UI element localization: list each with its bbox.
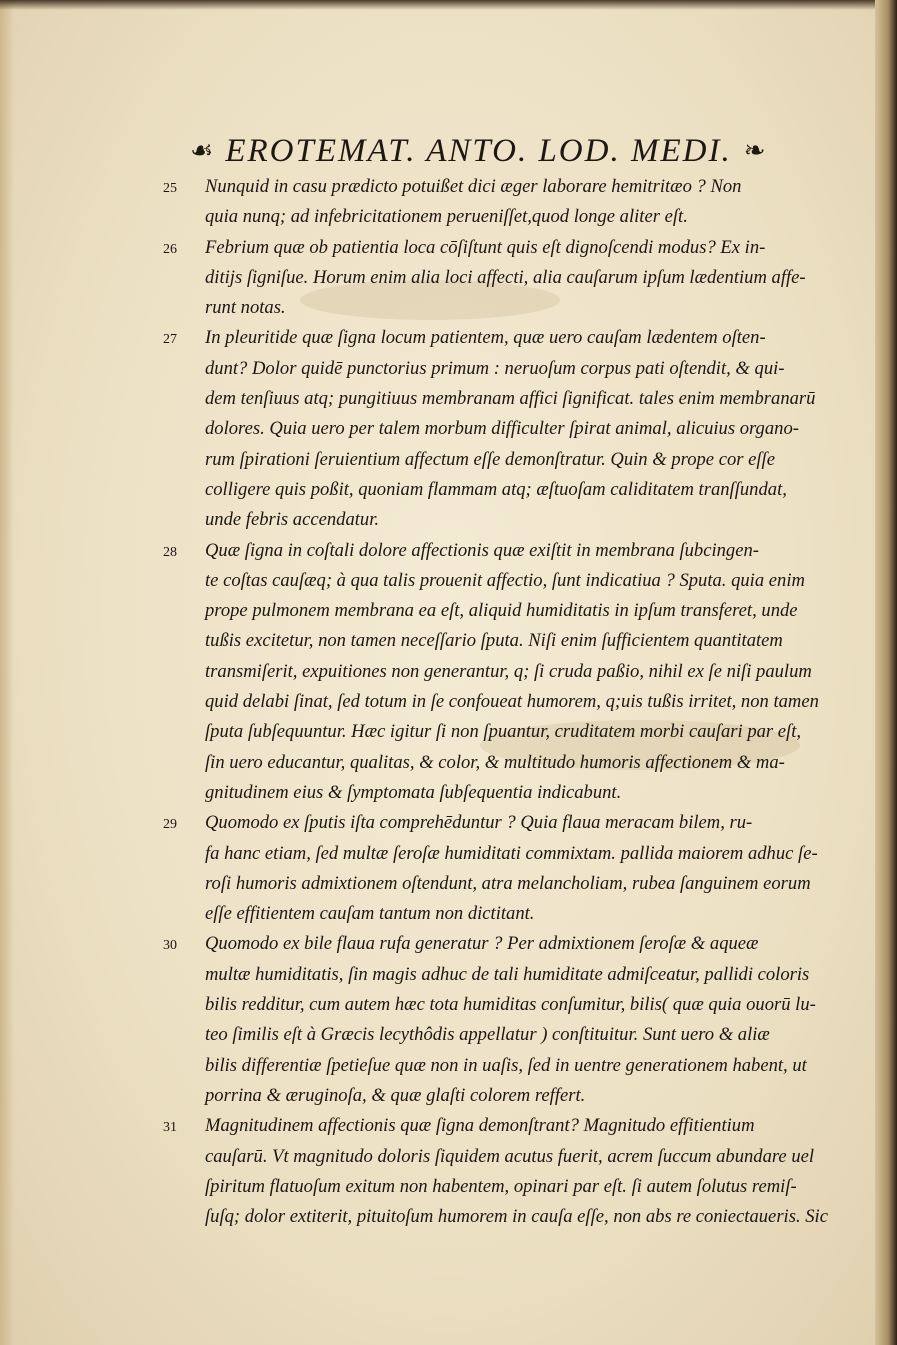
text-line [163, 808, 843, 838]
line-text: In pleuritide quæ ſigna locum patientem, quæ uero cauſam lædentem oſten- [205, 327, 766, 349]
line-text: ſuſq; dolor extiterit, pituitoſum humorem in cauſa eſſe, non abs re coniectaueris. Sic [205, 1206, 828, 1228]
line-text: dunt? Dolor quidē punctorius primum : neruoſum corpus pati oſtendit, & qui- [205, 357, 785, 379]
body-text [163, 172, 843, 1232]
text-line [163, 626, 843, 656]
line-text: Quæ ſigna in coſtali dolore affectionis quæ exiſtit in membrana ſubcingen- [205, 539, 759, 561]
text-line [163, 1202, 843, 1232]
line-text: gnitudinem eius & ſymptomata ſubſequentia indicabunt. [205, 781, 622, 803]
question-number: 28 [163, 544, 177, 560]
text-line [163, 839, 843, 869]
text-line [163, 384, 843, 414]
text-line [163, 1172, 843, 1202]
text-line [163, 536, 843, 566]
text-line [163, 657, 843, 687]
page-top-edge [0, 0, 897, 10]
line-text: Febrium quæ ob patientia loca cōſiſtunt quis eſt dignoſcendi modus? Ex in- [205, 236, 766, 258]
text-line [163, 778, 843, 808]
line-text: roſi humoris admixtionem oſtendunt, atra melancholiam, rubea ſanguinem eorum [205, 872, 811, 894]
text-line [163, 596, 843, 626]
question-number: 27 [163, 332, 177, 348]
line-text: colligere quis poßit, quoniam flammam atq; æſtuoſam caliditatem tranſſundat, [205, 478, 787, 500]
line-text: cauſarū. Vt magnitudo doloris ſiquidem acutus fuerit, acrem ſuccum abundare uel [205, 1145, 815, 1167]
line-text: ſputa ſubſequuntur. Hæc igitur ſi non ſpuantur, cruditatem morbi cauſari par eſt, [205, 721, 802, 743]
text-line [163, 263, 843, 293]
text-line [163, 929, 843, 959]
line-text: ſpiritum flatuoſum exitum non habentem, opinari par eſt. ſi autem ſolutus remiſ- [205, 1175, 797, 1197]
line-text: ſin uero educantur, qualitas, & color, & multitudo humoris affectionem & ma- [205, 751, 785, 773]
running-header [190, 130, 820, 172]
line-text: porrina & æruginoſa, & quæ glaſti colorem reffert. [205, 1084, 586, 1106]
line-text: quia nunq; ad infebricitationem perueniſſet,quod longe aliter eſt. [205, 206, 688, 228]
line-text: fa hanc etiam, ſed multæ ſeroſæ humiditati commixtam. pallida maiorem adhuc ſe- [205, 842, 818, 864]
text-line [163, 1142, 843, 1172]
text-line [163, 172, 843, 202]
fleuron-left-icon: ☙ [190, 136, 214, 165]
line-text: dolores. Quia uero per talem morbum difficulter ſpirat animal, alicuius organo- [205, 418, 799, 440]
page-right-edge [875, 0, 897, 1345]
text-line [163, 869, 843, 899]
line-text: teo ſimilis eſt à Græcis lecythôdis appellatur ) conſtituitur. Sunt uero & aliæ [205, 1024, 770, 1046]
running-title: EROTEMAT. ANTO. LOD. MEDI. [225, 132, 732, 169]
text-line [163, 1111, 843, 1141]
line-text: Nunquid in casu prædicto potuißet dici æger laborare hemitritæo ? Non [205, 176, 742, 197]
question-number: 29 [163, 817, 177, 833]
text-line [163, 1081, 843, 1111]
line-text: ditijs ſigniſue. Horum enim alia loci affecti, alia cauſarum ipſum lædentium affe- [205, 266, 806, 288]
text-line [163, 293, 843, 323]
fleuron-right-icon: ❧ [743, 136, 766, 165]
question-number: 30 [163, 938, 177, 954]
question-number: 31 [163, 1120, 177, 1136]
page-left-edge [0, 0, 14, 1345]
line-text: tußis excitetur, non tamen neceſſario ſputa. Niſi enim ſufficientem quantitatem [205, 630, 783, 652]
text-line [163, 475, 843, 505]
text-line [163, 1020, 843, 1050]
text-line [163, 414, 843, 444]
question-number: 26 [163, 241, 177, 257]
text-line [163, 445, 843, 475]
text-line [163, 687, 843, 717]
text-line [163, 717, 843, 747]
line-text: rum ſpirationi ſeruientium affectum eſſe demonſtratur. Quin & prope cor eſſe [205, 448, 775, 470]
line-text: multæ humiditatis, ſin magis adhuc de tali humiditate admiſceatur, pallidi coloris [205, 963, 810, 985]
text-line [163, 202, 843, 232]
line-text: dem tenſiuus atq; pungitiuus membranam affici ſignificat. tales enim membranarū [205, 388, 816, 410]
line-text: te coſtas cauſæq; à qua talis prouenit affectio, ſunt indicatiua ? Sputa. quia enim [205, 569, 805, 591]
line-text: unde febris accendatur. [205, 509, 380, 531]
text-line [163, 505, 843, 535]
text-line [163, 1051, 843, 1081]
text-line [163, 748, 843, 778]
line-text: bilis redditur, cum autem hæc tota humiditas conſumitur, bilis( quæ quia ouorū lu- [205, 994, 816, 1016]
line-text: Quomodo ex ſputis iſta comprehēduntur ? Quia flaua meracam bilem, ru- [205, 812, 753, 834]
text-line [163, 899, 843, 929]
line-text: prope pulmonem membrana ea eſt, aliquid humiditatis in ipſum transferet, unde [205, 600, 798, 622]
line-text: transmiſerit, expuitiones non generantur, q; ſi cruda paßio, nihil ex ſe niſi paulum [205, 660, 812, 682]
text-line [163, 990, 843, 1020]
text-line [163, 233, 843, 263]
text-line [163, 323, 843, 353]
line-text: runt notas. [205, 297, 286, 319]
line-text: bilis differentiæ ſpetieſue quæ non in uaſis, ſed in uentre generationem habent, ut [205, 1054, 807, 1076]
question-number: 25 [163, 181, 177, 196]
line-text: Magnitudinem affectionis quæ ſigna demonſtrant? Magnitudo effitientium [205, 1115, 755, 1137]
line-text: eſſe effitientem cauſam tantum non dictitant. [205, 903, 535, 925]
text-line [163, 566, 843, 596]
text-line [163, 354, 843, 384]
text-line [163, 960, 843, 990]
line-text: quid delabi ſinat, ſed totum in ſe confoueat humorem, q;uis tußis irritet, non tamen [205, 691, 819, 713]
line-text: Quomodo ex bile flaua rufa generatur ? Per admixtionem ſeroſæ & aqueæ [205, 933, 759, 955]
